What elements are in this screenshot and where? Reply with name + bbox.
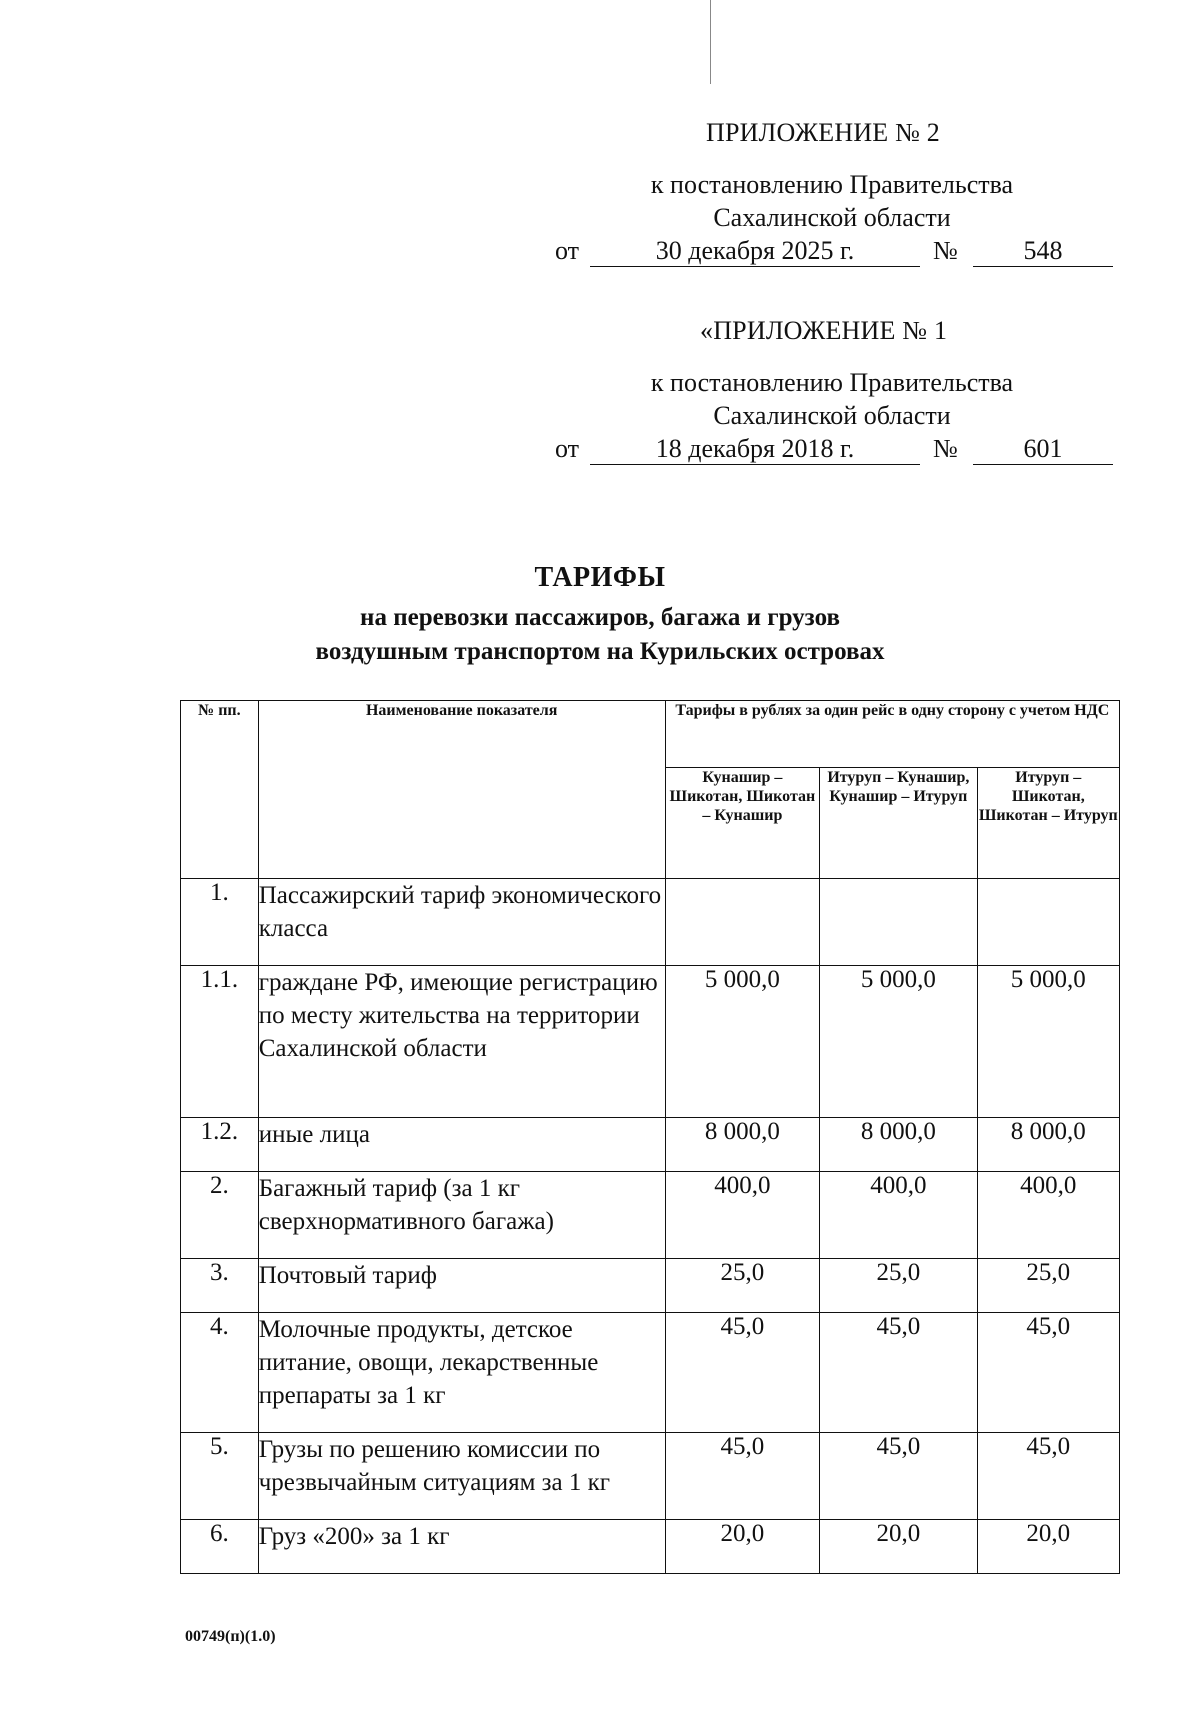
row-value-route-1: 400,0 [665, 1172, 819, 1259]
tariffs-table [180, 700, 1120, 1574]
table-row [181, 1259, 1120, 1313]
appendix1-date: 18 декабря 2018 г. [590, 434, 920, 465]
appendix1-date-row [555, 434, 1115, 470]
appendix2-from-label: от [555, 236, 580, 265]
row-value-route-3: 25,0 [977, 1259, 1119, 1313]
row-value-route-3: 45,0 [977, 1313, 1119, 1433]
table-row [181, 1172, 1120, 1259]
appendix2-number-sign: № [933, 236, 958, 265]
appendix1-line1: к постановлению Правительства [650, 368, 1014, 397]
scan-artifact-line [710, 0, 711, 84]
row-value-route-2 [820, 879, 978, 966]
row-name: Груз «200» за 1 кг [258, 1520, 665, 1574]
table-row [181, 1118, 1120, 1172]
appendix2-line2: Сахалинской области [713, 203, 951, 232]
row-value-route-1: 8 000,0 [665, 1118, 819, 1172]
row-number: 1. [181, 879, 259, 966]
appendix1-number: 601 [973, 434, 1113, 465]
row-value-route-1: 5 000,0 [665, 966, 819, 1118]
row-value-route-2: 25,0 [820, 1259, 978, 1313]
row-value-route-1: 45,0 [665, 1313, 819, 1433]
row-value-route-3: 8 000,0 [977, 1118, 1119, 1172]
row-name: Багажный тариф (за 1 кг сверхнормативного багажа) [258, 1172, 665, 1259]
table-row [181, 1313, 1120, 1433]
row-value-route-2: 8 000,0 [820, 1118, 978, 1172]
appendix2-number: 548 [973, 236, 1113, 267]
document-title: ТАРИФЫ [534, 562, 666, 593]
row-number: 4. [181, 1313, 259, 1433]
header-tariffs-group: Тарифы в рублях за один рейс в одну сторону с учетом НДС [665, 701, 1119, 768]
header-route-3: Итуруп – Шикотан, Шикотан – Итуруп [977, 768, 1119, 879]
header-route-2: Итуруп – Кунашир, Кунашир – Итуруп [820, 768, 978, 879]
appendix1-from-label: от [555, 434, 580, 463]
row-value-route-3: 5 000,0 [977, 966, 1119, 1118]
appendix2-date-row [555, 236, 1115, 272]
row-value-route-2: 400,0 [820, 1172, 978, 1259]
row-number: 2. [181, 1172, 259, 1259]
table-row [181, 1520, 1120, 1574]
row-value-route-2: 5 000,0 [820, 966, 978, 1118]
table-row [181, 879, 1120, 966]
row-number: 6. [181, 1520, 259, 1574]
row-value-route-1: 45,0 [665, 1433, 819, 1520]
row-number: 1.2. [181, 1118, 259, 1172]
row-value-route-3: 20,0 [977, 1520, 1119, 1574]
appendix2-line1: к постановлению Правительства [650, 170, 1014, 199]
document-subtitle-line2: воздушным транспортом на Курильских островах [315, 638, 885, 665]
row-value-route-3: 400,0 [977, 1172, 1119, 1259]
row-value-route-3 [977, 879, 1119, 966]
row-value-route-1: 20,0 [665, 1520, 819, 1574]
table-row [181, 966, 1120, 1118]
row-name: Грузы по решению комиссии по чрезвычайным ситуациям за 1 кг [258, 1433, 665, 1520]
row-name: Молочные продукты, детское питание, овощи, лекарственные препараты за 1 кг [258, 1313, 665, 1433]
header-indicator-name: Наименование показателя [258, 701, 665, 879]
row-number: 5. [181, 1433, 259, 1520]
appendix1-title: «ПРИЛОЖЕНИЕ № 1 [700, 316, 948, 345]
table-row [181, 1433, 1120, 1520]
row-value-route-1: 25,0 [665, 1259, 819, 1313]
row-value-route-2: 45,0 [820, 1313, 978, 1433]
row-value-route-1 [665, 879, 819, 966]
appendix1-line2: Сахалинской области [713, 401, 951, 430]
row-name: Почтовый тариф [258, 1259, 665, 1313]
appendix2-date: 30 декабря 2025 г. [590, 236, 920, 267]
row-number: 1.1. [181, 966, 259, 1118]
header-route-1: Кунашир – Шикотан, Шикотан – Кунашир [665, 768, 819, 879]
row-value-route-2: 45,0 [820, 1433, 978, 1520]
row-name: иные лица [258, 1118, 665, 1172]
document-subtitle-line1: на перевозки пассажиров, багажа и грузов [360, 604, 840, 631]
row-name: Пассажирский тариф экономического класса [258, 879, 665, 966]
row-value-route-3: 45,0 [977, 1433, 1119, 1520]
row-value-route-2: 20,0 [820, 1520, 978, 1574]
row-name: граждане РФ, имеющие регистрацию по месту жительства на территории Сахалинской области [258, 966, 665, 1118]
document-code: 00749(п)(1.0) [185, 1628, 276, 1645]
row-number: 3. [181, 1259, 259, 1313]
appendix2-title: ПРИЛОЖЕНИЕ № 2 [706, 118, 940, 147]
header-number: № пп. [181, 701, 259, 879]
appendix1-number-sign: № [933, 434, 958, 463]
